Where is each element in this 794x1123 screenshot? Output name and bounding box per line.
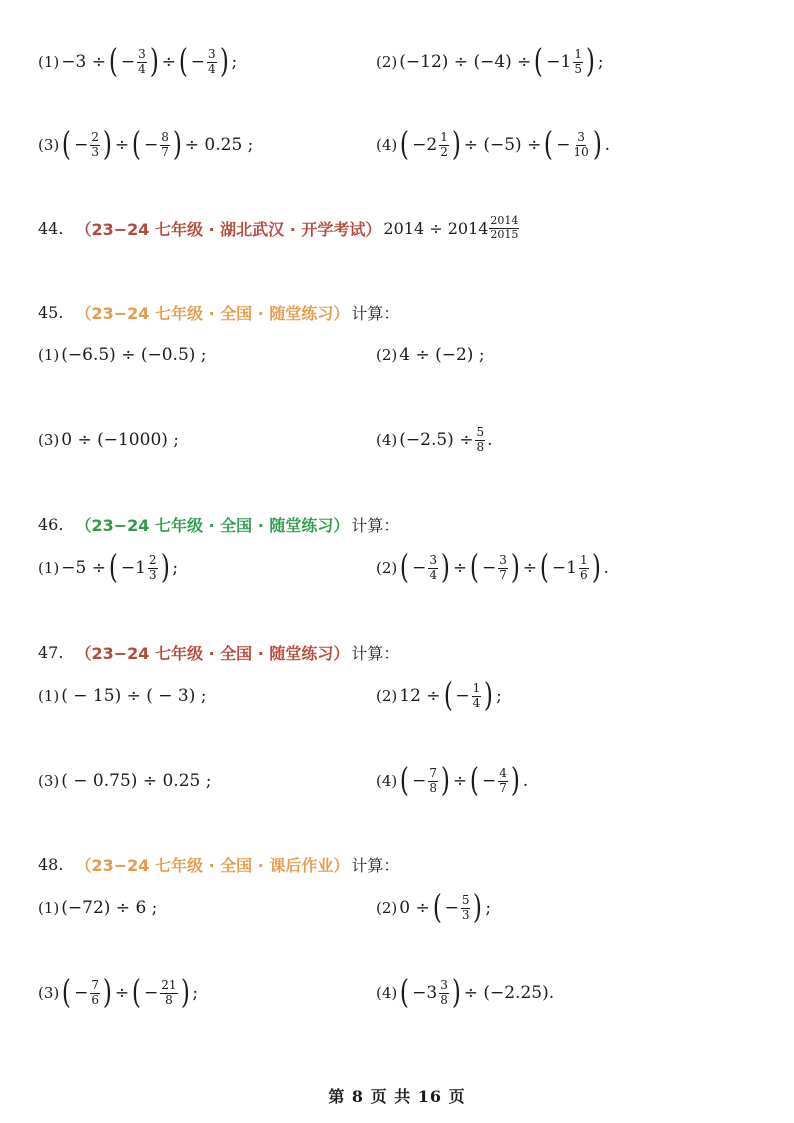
fraction: $\frac{3}{4}$ bbox=[429, 552, 438, 582]
source-tag: （23−24 七年级 · 全国 · 随堂练习） bbox=[75, 643, 350, 663]
page-footer: 第 8 页 共 16 页 bbox=[328, 1087, 466, 1106]
question-48 bbox=[38, 849, 399, 879]
instruction: 计算： bbox=[351, 643, 400, 663]
source-tag: （23−24 七年级 · 全国 · 随堂练习） bbox=[75, 515, 350, 535]
question-number: 47. bbox=[38, 642, 64, 662]
fraction: $\frac{1}{4}$ bbox=[472, 680, 481, 710]
q48-row-1 bbox=[0, 878, 794, 938]
q47-part-4: (4) ( − $\frac{7}{8}$ ) ÷ ( − $\frac{4}{7}$ ) . bbox=[376, 759, 529, 799]
fraction: $\frac{7}{6}$ bbox=[91, 977, 100, 1007]
q48-row-2 bbox=[0, 963, 794, 1023]
source-tag: （23−24 七年级 · 湖北武汉 · 开学考试） bbox=[75, 219, 382, 239]
fraction: $\frac{7}{8}$ bbox=[429, 765, 438, 795]
q46-part-2: (2) ( − $\frac{3}{4}$ ) ÷ ( − $\frac{3}{7}$ ) ÷ ( −1 $\frac{1}{6}$ ) . bbox=[376, 546, 609, 586]
q45-row-2 bbox=[0, 410, 794, 470]
q48-part-2: (2) 0 ÷ ( − $\frac{5}{3}$ ) ; bbox=[376, 886, 492, 926]
q43-row-1 bbox=[0, 32, 794, 92]
fraction: $\frac{3}{4}$ bbox=[207, 46, 216, 76]
q47-row-2 bbox=[0, 751, 794, 811]
question-number: 44. bbox=[38, 218, 64, 238]
q47-part-2: (2) 12 ÷ ( − $\frac{1}{4}$ ) ; bbox=[376, 674, 502, 714]
question-number: 46. bbox=[38, 514, 64, 534]
q43-part-2: (2) (−12) ÷ (−4) ÷ ( −1 $\frac{1}{5}$ ) ; bbox=[376, 40, 604, 80]
source-tag: （23−24 七年级 · 全国 · 随堂练习） bbox=[75, 303, 350, 323]
fraction: $\frac{1}{2}$ bbox=[440, 129, 448, 159]
fraction: $\frac{2}{3}$ bbox=[91, 129, 100, 159]
fraction: $\frac{4}{7}$ bbox=[499, 765, 507, 795]
fraction: $\frac{21}{8}$ bbox=[161, 977, 177, 1007]
q47-part-3: (3) ( − 0.75) ÷ 0.25 ; bbox=[38, 771, 212, 791]
part-label: (2) bbox=[376, 53, 398, 71]
fraction: $\frac{3}{7}$ bbox=[499, 552, 507, 582]
expr-text: −3 ÷ bbox=[61, 52, 106, 72]
q48-part-1: (1) (−72) ÷ 6 ; bbox=[38, 898, 158, 918]
q47-row-1 bbox=[0, 666, 794, 726]
q47-part-1: (1) ( − 15) ÷ ( − 3) ; bbox=[38, 686, 207, 706]
fraction: $\frac{3}{10}$ bbox=[573, 129, 589, 159]
fraction: $\frac{3}{4}$ bbox=[138, 46, 146, 76]
question-45 bbox=[38, 297, 399, 327]
fraction: $\frac{2}{3}$ bbox=[148, 552, 157, 582]
instruction: 计算： bbox=[351, 515, 400, 535]
q45-part-3: (3) 0 ÷ (−1000) ; bbox=[38, 430, 180, 450]
q48-part-3: (3) ( − $\frac{7}{6}$ ) ÷ ( − $\frac{21}{8}$ ) ; bbox=[38, 971, 199, 1011]
fraction: $\frac{5}{8}$ bbox=[476, 424, 485, 454]
fraction: $\frac{5}{3}$ bbox=[461, 892, 470, 922]
fraction: $\frac{8}{7}$ bbox=[161, 129, 169, 159]
part-label: (1) bbox=[38, 53, 60, 71]
question-number: 45. bbox=[38, 302, 64, 322]
q45-part-1: (1) (−6.5) ÷ (−0.5) ; bbox=[38, 345, 207, 365]
instruction: 计算： bbox=[351, 855, 400, 875]
q43-part-4: (4) ( −2 $\frac{1}{2}$ ) ÷ (−5) ÷ ( − $\frac{3}{10}$ ) . bbox=[376, 123, 611, 163]
q45-row-1 bbox=[0, 325, 794, 385]
q48-part-4: (4) ( −3 $\frac{3}{8}$ ) ÷ (−2.25). bbox=[376, 971, 555, 1011]
q46-part-1: (1) −5 ÷ ( −1 $\frac{2}{3}$ ) ; bbox=[38, 546, 179, 586]
q45-part-4: (4) (−2.5) ÷ $\frac{5}{8}$ . bbox=[376, 424, 493, 454]
q43-row-2 bbox=[0, 115, 794, 175]
fraction: $\frac{1}{6}$ bbox=[579, 552, 588, 582]
fraction: $\frac{1}{5}$ bbox=[574, 46, 582, 76]
question-expression: 2014 ÷ 2014 $\frac{2014}{2015}$ bbox=[383, 213, 519, 241]
question-47 bbox=[38, 637, 399, 667]
q43-part-1: (1) −3 ÷ ( − $\frac{3}{4}$ ) ÷ ( − $\frac{3}{4}$ ) ; bbox=[38, 40, 238, 80]
q45-part-2: (2) 4 ÷ (−2) ; bbox=[376, 345, 485, 365]
part-label: (3) bbox=[38, 136, 60, 154]
instruction: 计算： bbox=[351, 303, 400, 323]
question-number: 48. bbox=[38, 854, 64, 874]
q43-part-3: (3) ( − $\frac{2}{3}$ ) ÷ ( − $\frac{8}{7}$ ) ÷ 0.25 ; bbox=[38, 123, 254, 163]
question-46 bbox=[38, 509, 399, 539]
q46-row-1 bbox=[0, 538, 794, 598]
part-label: (4) bbox=[376, 136, 398, 154]
fraction: $\frac{3}{8}$ bbox=[440, 977, 448, 1007]
source-tag: （23−24 七年级 · 全国 · 课后作业） bbox=[75, 855, 350, 875]
question-44 bbox=[38, 213, 520, 243]
